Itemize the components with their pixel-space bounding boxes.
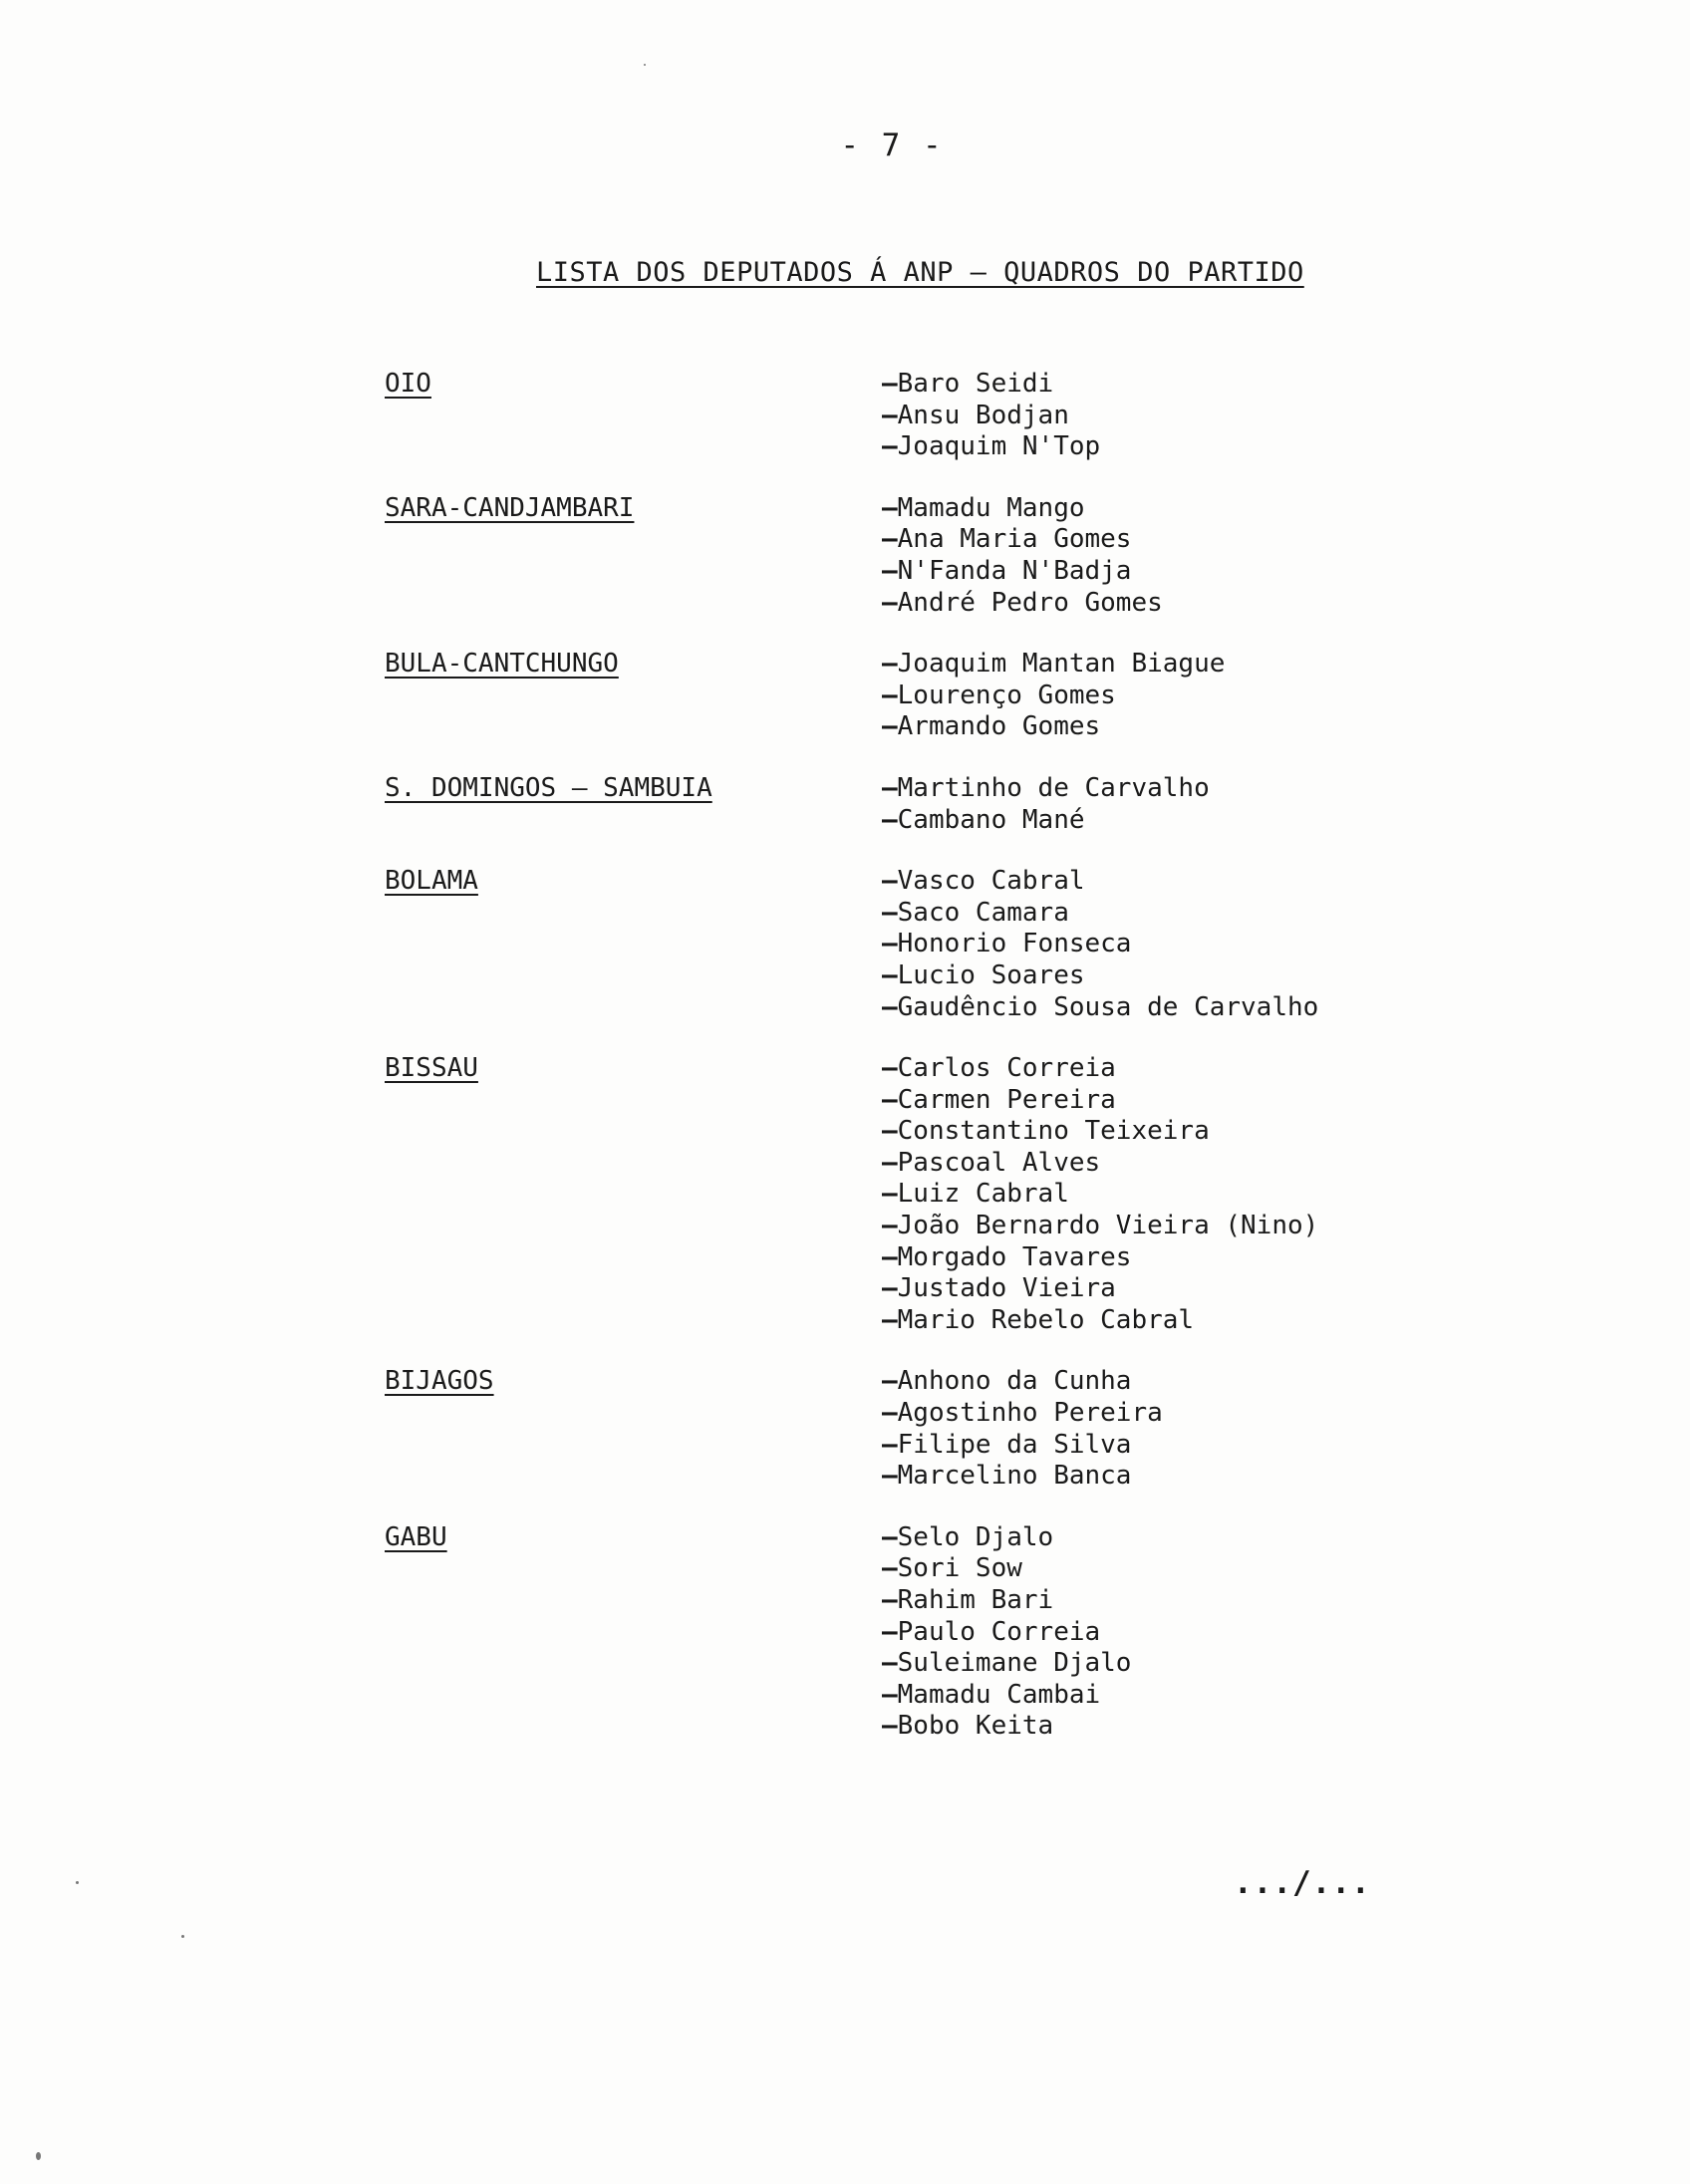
deputy-list (0, 493, 1690, 619)
deputy-list (0, 369, 1690, 463)
deputy-name: – Agostinho Pereira (882, 1398, 1690, 1430)
deputy-name: – Lucio Soares (882, 960, 1690, 992)
deputy-list (0, 1522, 1690, 1743)
region-name: SARA-CANDJAMBARI (385, 492, 635, 523)
region-name: BOLAMA (385, 866, 478, 897)
deputy-name: – Ana Maria Gomes (882, 524, 1690, 556)
deputy-name: – N'Fanda N'Badja (882, 556, 1690, 588)
deputy-name: – Anhono da Cunha (882, 1366, 1690, 1398)
scan-speck (76, 1881, 79, 1884)
region-name: OIO (385, 369, 431, 399)
deputy-name: – Joaquim Mantan Biague (882, 649, 1690, 681)
scan-speck (36, 2152, 41, 2160)
deputy-name: – Luiz Cabral (882, 1179, 1690, 1211)
deputy-name: – Baro Seidi (882, 369, 1690, 401)
deputy-list (0, 1366, 1690, 1492)
deputy-name: – Justado Vieira (882, 1273, 1690, 1305)
scan-speck (644, 64, 646, 66)
deputy-name: – Cambano Mané (882, 805, 1690, 837)
deputy-list (0, 773, 1690, 836)
deputy-name: – Mamadu Cambai (882, 1680, 1690, 1712)
deputy-name: – Pascoal Alves (882, 1148, 1690, 1180)
deputy-name: – Lourenço Gomes (882, 681, 1690, 712)
deputy-name: – Constantino Teixeira (882, 1116, 1690, 1148)
region-block (0, 493, 1690, 619)
deputy-name: – Saco Camara (882, 898, 1690, 930)
deputy-name: – João Bernardo Vieira (Nino) (882, 1211, 1690, 1242)
deputy-name: – Ansu Bodjan (882, 401, 1690, 432)
region-block (0, 649, 1690, 743)
deputy-list (0, 1053, 1690, 1336)
deputy-name: – Marcelino Banca (882, 1461, 1690, 1493)
deputy-name: – Gaudêncio Sousa de Carvalho (882, 992, 1690, 1024)
region-block (0, 773, 1690, 836)
deputy-name: – Selo Djalo (882, 1522, 1690, 1554)
deputy-name: – Mamadu Mango (882, 493, 1690, 525)
deputy-list (0, 866, 1690, 1023)
region-block (0, 1366, 1690, 1492)
deputy-name: – Carmen Pereira (882, 1085, 1690, 1117)
deputy-name: – Carlos Correia (882, 1053, 1690, 1085)
deputy-name: – Martinho de Carvalho (882, 773, 1690, 805)
deputy-name: – Honorio Fonseca (882, 929, 1690, 960)
region-name: GABU (385, 1521, 447, 1552)
deputy-name: – Paulo Correia (882, 1617, 1690, 1649)
deputy-name: – Mario Rebelo Cabral (882, 1305, 1690, 1337)
page-number: - 7 - (840, 128, 944, 163)
continuation-mark: .../... (1234, 1865, 1371, 1901)
deputy-name: – Suleimane Djalo (882, 1648, 1690, 1680)
region-block (0, 866, 1690, 1023)
region-block (0, 369, 1690, 463)
deputy-name: – Morgado Tavares (882, 1242, 1690, 1274)
deputies-by-region-list (0, 369, 1690, 1773)
deputy-name: – Filipe da Silva (882, 1430, 1690, 1462)
deputy-name: – André Pedro Gomes (882, 588, 1690, 620)
region-block (0, 1053, 1690, 1336)
deputy-name: – Rahim Bari (882, 1585, 1690, 1617)
deputy-name: – Joaquim N'Top (882, 431, 1690, 463)
region-name: S. DOMINGOS – SAMBUIA (385, 772, 712, 803)
region-block (0, 1522, 1690, 1743)
deputy-name: – Bobo Keita (882, 1711, 1690, 1743)
region-name: BISSAU (385, 1053, 478, 1084)
deputy-name: – Vasco Cabral (882, 866, 1690, 898)
region-name: BULA-CANTCHUNGO (385, 649, 619, 680)
deputy-name: – Sori Sow (882, 1553, 1690, 1585)
deputy-list (0, 649, 1690, 743)
deputy-name: – Armando Gomes (882, 711, 1690, 743)
scan-speck (181, 1935, 184, 1938)
document-title: LISTA DOS DEPUTADOS Á ANP – QUADROS DO PARTIDO (536, 257, 1304, 288)
region-name: BIJAGOS (385, 1366, 494, 1397)
